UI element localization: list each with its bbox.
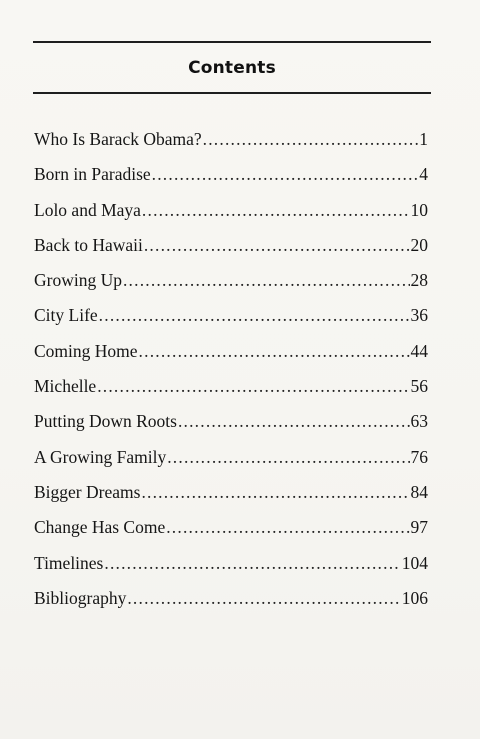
- toc-entry: [34, 157, 428, 192]
- toc-entry-title: Back to Hawaii: [34, 234, 143, 255]
- toc-entry-title: Bigger Dreams: [34, 481, 141, 502]
- dot-leader: [139, 334, 410, 369]
- toc-entry-title: Born in Paradise: [34, 164, 151, 185]
- toc-entry-page: 10: [410, 199, 428, 220]
- toc-entry-title: City Life: [34, 305, 98, 326]
- toc-entry-page: 4: [419, 164, 428, 185]
- toc-entry-title: Coming Home: [34, 340, 138, 361]
- dot-leader: [144, 228, 410, 263]
- toc-entry: [34, 546, 428, 581]
- toc-entry-page: 1: [419, 129, 428, 149]
- toc-entry-page: 106: [401, 587, 428, 608]
- toc-entry-title: Michelle: [34, 376, 97, 397]
- toc-entry-page: 28: [410, 270, 428, 291]
- toc-entry: [34, 581, 428, 616]
- dot-leader: [97, 369, 409, 404]
- toc-entry: [34, 298, 428, 333]
- dot-leader: [142, 193, 410, 228]
- toc-entry-title: A Growing Family: [34, 446, 167, 467]
- toc-entry-page: 76: [410, 446, 428, 467]
- top-rule: [33, 41, 431, 43]
- dot-leader: [178, 404, 410, 439]
- toc-entry: [34, 369, 428, 404]
- toc-entry: [34, 193, 428, 228]
- toc-entry: [34, 228, 428, 263]
- table-of-contents: [34, 122, 428, 616]
- toc-entry-title: Putting Down Roots: [34, 411, 177, 432]
- toc-entry: [34, 263, 428, 298]
- dot-leader: [167, 440, 409, 475]
- toc-entry-title: Growing Up: [34, 270, 122, 291]
- toc-entry: [34, 440, 428, 475]
- toc-entry: [34, 334, 428, 369]
- toc-entry-page: 63: [410, 411, 428, 432]
- dot-leader: [99, 298, 410, 333]
- bottom-rule: [33, 92, 431, 94]
- toc-entry-title: Timelines: [34, 552, 104, 573]
- toc-entry-page: 84: [410, 481, 428, 502]
- toc-entry: [34, 510, 428, 545]
- dot-leader: [127, 581, 400, 616]
- toc-entry: [34, 404, 428, 439]
- toc-entry-page: 97: [410, 517, 428, 538]
- dot-leader: [141, 475, 409, 510]
- contents-heading: Contents: [188, 58, 276, 78]
- dot-leader: [104, 546, 400, 581]
- dot-leader: [166, 510, 409, 545]
- toc-entry-title: Lolo and Maya: [34, 199, 141, 220]
- toc-entry: [34, 122, 428, 157]
- dot-leader: [203, 122, 419, 157]
- toc-entry-page: 36: [410, 305, 428, 326]
- toc-entry-page: 20: [410, 234, 428, 255]
- dot-leader: [152, 157, 419, 192]
- toc-entry-page: 44: [410, 340, 428, 361]
- toc-entry: [34, 475, 428, 510]
- toc-entry-page: 56: [410, 376, 428, 397]
- dot-leader: [123, 263, 410, 298]
- toc-entry-title: Bibliography: [34, 587, 127, 608]
- toc-entry-title: Who Is Barack Obama?: [34, 129, 202, 149]
- toc-entry-page: 104: [401, 552, 428, 573]
- toc-entry-title: Change Has Come: [34, 517, 166, 538]
